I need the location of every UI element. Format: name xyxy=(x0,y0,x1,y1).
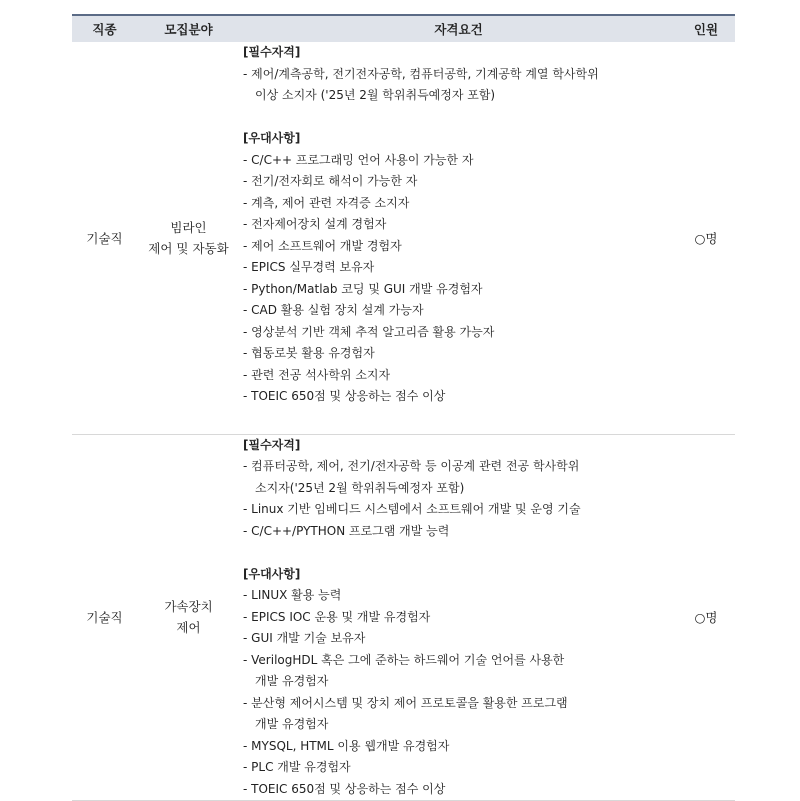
list-item-line: - PLC 개발 유경험자 xyxy=(243,760,351,774)
list-item-line: - 분산형 제어시스템 및 장치 제어 프로토콜을 활용한 프로그램 xyxy=(243,695,568,710)
list-item-line: - 전기/전자회로 해석이 가능한 자 xyxy=(243,174,418,188)
list-item-line: - 제어 소프트웨어 개발 경험자 xyxy=(243,238,402,253)
list-item xyxy=(243,607,677,629)
list-item-line: - VerilogHDL 혹은 그에 준하는 하드웨어 기술 언어를 사용한 xyxy=(243,652,565,667)
header-row xyxy=(72,15,735,42)
headcount-cell: ○명 xyxy=(677,434,735,801)
field-line: 제어 및 자동화 xyxy=(148,240,229,256)
list-item-line: - 관련 전공 석사학위 소지자 xyxy=(243,367,391,382)
requirements-list xyxy=(243,42,677,408)
table-row xyxy=(72,42,735,434)
list-item-line: - Python/Matlab 코딩 및 GUI 개발 유경험자 xyxy=(243,281,483,296)
list-item-line: - 영상분석 기반 객체 추적 알고리즘 활용 가능자 xyxy=(243,324,495,339)
list-item xyxy=(243,236,677,258)
list-item xyxy=(243,456,677,499)
list-item xyxy=(243,343,677,365)
list-item xyxy=(243,279,677,301)
headcount-cell: ○명 xyxy=(677,42,735,434)
list-item-line: - 제어/계측공학, 전기전자공학, 컴퓨터공학, 기계공학 계열 학사학위 xyxy=(243,66,599,81)
list-item xyxy=(243,193,677,215)
list-item xyxy=(243,300,677,322)
list-item-line: - CAD 활용 실험 장치 설계 가능자 xyxy=(243,303,424,317)
list-item-line: - Linux 기반 임베디드 시스템에서 소프트웨어 개발 및 운영 기술 xyxy=(243,502,581,516)
list-item-line: - 전자제어장치 설계 경험자 xyxy=(243,217,387,231)
list-item xyxy=(243,499,677,521)
list-item-line: - TOEIC 650점 및 상응하는 점수 이상 xyxy=(243,389,446,403)
list-item-line: 이상 소지자 ('25년 2월 학위취득예정자 포함) xyxy=(255,88,496,102)
requirements-cell xyxy=(240,42,677,434)
list-item-line: - 협동로봇 활용 유경험자 xyxy=(243,346,375,360)
header-job-type: 직종 xyxy=(72,15,137,42)
list-item xyxy=(243,171,677,193)
list-item xyxy=(243,650,677,693)
job-type-cell: 기술직 xyxy=(72,42,137,434)
section-gap xyxy=(243,542,677,564)
list-item-line: 개발 유경험자 xyxy=(255,717,329,731)
list-item xyxy=(243,736,677,758)
table-row xyxy=(72,434,735,801)
list-item xyxy=(243,693,677,736)
job-type-cell: 기술직 xyxy=(72,434,137,801)
list-item xyxy=(243,322,677,344)
list-item xyxy=(243,214,677,236)
list-item-line: - 컴퓨터공학, 제어, 전기/전자공학 등 이공계 관련 전공 학사학위 xyxy=(243,459,580,473)
list-item xyxy=(243,521,677,543)
list-item-line: 소지자('25년 2월 학위취득예정자 포함) xyxy=(255,480,465,495)
list-item-line: - GUI 개발 기술 보유자 xyxy=(243,631,366,645)
list-item-line: - EPICS 실무경력 보유자 xyxy=(243,260,375,274)
list-item-line: - C/C++/PYTHON 프로그램 개발 능력 xyxy=(243,523,450,538)
required-section-title: [필수자격] xyxy=(243,437,301,452)
header-headcount: 인원 xyxy=(677,15,735,42)
list-item xyxy=(243,257,677,279)
field-line: 빔라인 xyxy=(170,219,207,235)
list-item xyxy=(243,64,677,107)
list-item xyxy=(243,779,677,801)
requirements-list xyxy=(243,435,677,801)
list-item xyxy=(243,150,677,172)
recruitment-table xyxy=(72,14,735,801)
list-item xyxy=(243,757,677,779)
field-cell xyxy=(137,434,240,801)
list-item xyxy=(243,628,677,650)
section-gap xyxy=(243,107,677,129)
list-item xyxy=(243,386,677,408)
list-item-line: - MYSQL, HTML 이용 웹개발 유경험자 xyxy=(243,738,450,753)
field-cell xyxy=(137,42,240,434)
requirements-cell xyxy=(240,434,677,801)
list-item-line: 개발 유경험자 xyxy=(255,674,329,688)
header-field: 모집분야 xyxy=(137,15,240,42)
list-item-line: - TOEIC 650점 및 상응하는 점수 이상 xyxy=(243,781,446,796)
required-section-title: [필수자격] xyxy=(243,45,301,59)
list-item-line: - EPICS IOC 운용 및 개발 유경험자 xyxy=(243,609,431,624)
preferred-section-title: [우대사항] xyxy=(243,566,301,581)
list-item-line: - C/C++ 프로그래밍 언어 사용이 가능한 자 xyxy=(243,152,474,167)
header-requirements: 자격요건 xyxy=(240,15,677,42)
list-item xyxy=(243,365,677,387)
list-item-line: - LINUX 활용 능력 xyxy=(243,588,342,602)
field-line: 제어 xyxy=(176,620,201,636)
list-item xyxy=(243,585,677,607)
field-line: 가속장치 xyxy=(164,599,213,615)
preferred-section-title: [우대사항] xyxy=(243,131,301,145)
list-item-line: - 계측, 제어 관련 자격증 소지자 xyxy=(243,195,410,210)
